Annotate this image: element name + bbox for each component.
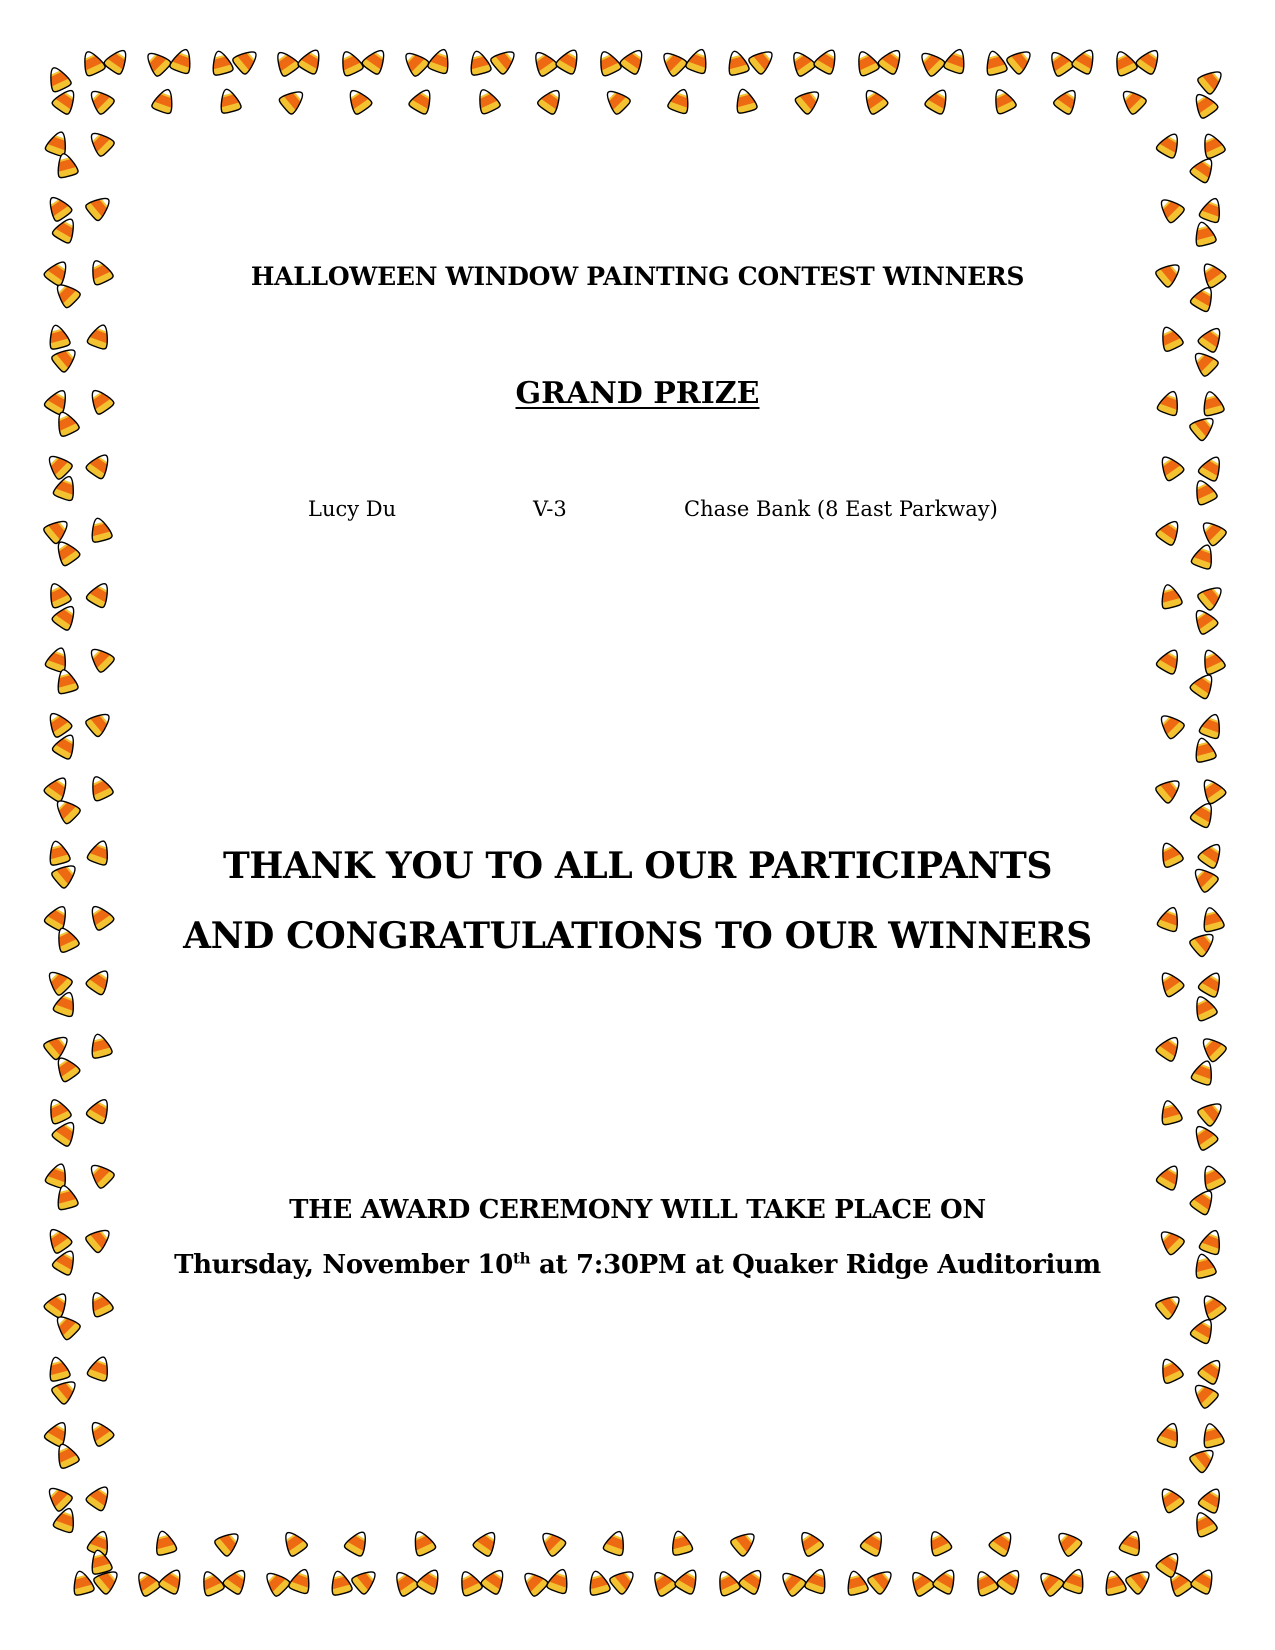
candy-corn-icon [1186,668,1221,703]
candy-corn-icon [1196,1161,1229,1195]
candy-corn-icon [405,84,439,119]
candy-corn-icon [583,1567,613,1598]
candy-corn-icon [1153,128,1187,163]
candy-corn-icon [1187,603,1222,638]
candy-corn-icon [464,47,494,78]
candy-corn-icon [664,85,695,118]
candy-corn-icon [1153,192,1188,227]
candy-corn-icon [341,83,376,118]
candy-corn-icon [40,1029,75,1064]
candy-corn-icon [1195,773,1230,808]
candy-corn-icon [682,45,713,78]
candy-corn-icon [1196,645,1229,679]
candy-corn-icon [985,1525,1020,1560]
candy-corn-icon [82,1480,117,1515]
candy-corn-icon [1154,1419,1185,1452]
candy-corn-icon [606,1563,641,1598]
candy-corn-icon [993,1563,1028,1598]
candy-corn-icon [82,706,117,741]
candy-corn-icon [929,1564,963,1599]
winner-location: Chase Bank (8 East Parkway) [684,497,998,521]
candy-corn-icon [1153,1482,1188,1517]
ceremony-announcement: THE AWARD CEREMONY WILL TAKE PLACE ON [289,1195,986,1225]
candy-corn-icon [1153,966,1188,1001]
candy-corn-icon [535,1525,570,1560]
candy-corn-icon [219,1563,254,1598]
winner-name: Lucy Du [308,497,397,521]
candy-corn-icon [600,1527,631,1560]
candy-corn-icon [84,1287,117,1321]
candy-corn-icon [148,85,179,118]
candy-corn-icon [277,1525,312,1560]
candy-corn-icon [84,1352,115,1385]
candy-corn-icon [259,1565,294,1600]
candy-corn-icon [543,1565,574,1598]
candy-corn-icon [83,641,118,676]
candy-corn-icon [1051,1525,1086,1560]
candy-corn-icon [1196,194,1227,227]
winner-grade: V-3 [533,497,567,521]
candy-corn-icon [1194,321,1229,356]
candy-corn-icon [100,43,135,78]
candy-corn-icon [166,45,197,78]
candy-corn-icon [745,43,780,78]
candy-corn-icon [40,771,75,806]
candy-corn-icon [1195,1289,1230,1324]
candy-corn-icon [1186,410,1221,445]
candy-corn-icon [1115,83,1150,118]
candy-corn-icon [1197,1420,1227,1451]
candy-corn-icon [1187,1119,1222,1154]
candy-corn-icon [1186,152,1221,187]
date-ordinal-suffix: th [512,1249,531,1268]
candy-corn-icon [1196,129,1229,163]
candy-corn-icon [1033,1565,1068,1600]
candy-corn-icon [285,1565,316,1598]
candy-corn-icon [42,1159,73,1192]
candy-corn-icon [82,964,117,999]
candy-corn-icon [84,320,115,353]
candy-corn-icon [83,1157,118,1192]
candy-corn-icon [398,45,433,80]
candy-corn-icon [727,1525,762,1560]
candy-corn-icon [735,1563,770,1598]
candy-corn-icon [1154,1354,1187,1388]
candy-corn-icon [656,45,691,80]
candy-corn-icon [666,1527,696,1558]
candy-corn-icon [1195,515,1230,550]
candy-corn-icon [534,83,569,118]
candy-corn-icon [987,84,1020,118]
candy-corn-icon [791,83,826,118]
thanks-participants-line: THANK YOU TO ALL OUR PARTICIPANTS [222,845,1053,887]
candy-corn-icon [1068,44,1102,79]
candy-corn-icon [1186,1442,1221,1477]
grand-prize-heading: GRAND PRIZE [515,376,760,411]
candy-corn-icon [1194,1095,1229,1130]
candy-corn-icon [82,448,117,483]
candy-corn-icon [671,1564,705,1599]
candy-corn-icon [1152,1030,1187,1065]
candy-corn-icon [864,1563,899,1598]
congratulations-winners-line: AND CONGRATULATIONS TO OUR WINNERS [183,915,1092,957]
candy-corn-icon [1187,1564,1221,1599]
candy-corn-icon [42,643,73,676]
candy-corn-icon [41,1416,75,1451]
candy-corn-icon [84,771,117,805]
candy-corn-icon [810,44,844,79]
candy-corn-icon [214,85,244,116]
candy-corn-icon [1152,1288,1187,1323]
candy-corn-icon [50,988,81,1021]
candy-corn-icon [1050,83,1085,118]
candy-corn-icon [275,83,310,118]
candy-corn-icon [211,1525,246,1560]
candy-corn-icon [82,190,117,225]
candy-corn-icon [1155,581,1185,612]
candy-corn-icon [921,84,955,119]
candy-corn-icon [1187,87,1222,122]
candy-corn-icon [914,45,949,80]
candy-corn-icon [1153,708,1188,743]
candy-corn-icon [348,1563,383,1598]
candy-corn-icon [1059,1565,1090,1598]
candy-corn-icon [50,1504,81,1537]
candy-corn-icon [1195,1483,1229,1518]
candy-corn-icon [1122,1563,1157,1598]
candy-corn-icon [40,1287,75,1322]
candy-corn-icon [1099,1567,1129,1598]
candy-corn-icon [83,577,117,612]
candy-corn-icon [1153,644,1187,679]
candy-corn-icon [1194,63,1229,98]
contest-title: HALLOWEEN WINDOW PAINTING CONTEST WINNERS [250,262,1025,291]
candy-corn-icon [793,1525,828,1560]
candy-corn-icon [841,1567,871,1598]
candy-corn-icon [85,1030,115,1061]
candy-corn-icon [341,1526,375,1561]
candy-corn-icon [83,1415,118,1450]
candy-corn-icon [1195,451,1229,486]
candy-corn-icon [1195,967,1229,1002]
candy-corn-icon [83,125,118,160]
candy-corn-icon [1194,579,1229,614]
candy-corn-icon [775,1565,810,1600]
candy-corn-icon [1153,450,1188,485]
candy-corn-icon [1195,1031,1230,1066]
candy-corn-icon [1154,322,1187,356]
candy-corn-icon [1153,1160,1187,1195]
candy-corn-icon [1003,43,1038,78]
candy-corn-icon [150,1527,180,1558]
candy-corn-icon [722,47,752,78]
candy-corn-icon [857,83,892,118]
candy-corn-icon [155,1564,189,1599]
candy-corn-icon [552,44,586,79]
candy-corn-icon [874,43,909,78]
candy-corn-icon [294,44,328,79]
candy-corn-icon [599,83,634,118]
candy-corn-icon [1132,43,1167,78]
candy-corn-icon [413,1564,447,1599]
candy-corn-icon [1152,514,1187,549]
candy-corn-icon [325,1567,355,1598]
candy-corn-icon [206,47,236,78]
candy-corn-icon [471,84,504,118]
candy-corn-icon [229,43,264,78]
candy-corn-icon [140,45,175,80]
candy-corn-icon [487,43,522,78]
ceremony-date-location [0,1250,1275,1280]
candy-corn-icon [469,1525,504,1560]
candy-corn-icon [616,43,651,78]
candy-corn-icon [730,85,760,116]
ceremony-date: Thursday, November 10 [174,1250,513,1280]
candy-corn-icon [407,1526,440,1560]
candy-corn-icon [923,1526,956,1560]
candy-corn-icon [1152,772,1187,807]
candy-corn-icon [1194,1353,1229,1388]
candy-corn-icon [801,1565,832,1598]
ceremony-time-venue: at 7:30PM at Quaker Ridge Auditorium [530,1250,1101,1280]
candy-corn-icon [1196,710,1227,743]
candy-corn-icon [50,472,81,505]
candy-corn-icon [83,83,118,118]
candy-corn-icon [42,127,73,160]
candy-corn-icon [477,1563,512,1598]
candy-corn-icon [43,1353,73,1384]
candy-corn-icon [358,43,393,78]
candy-corn-icon [424,45,455,78]
candy-corn-icon [980,47,1010,78]
candy-corn-icon [40,513,75,548]
candy-corn-icon [1155,1097,1185,1128]
candy-corn-icon [857,1526,891,1561]
candy-corn-icon [1187,1377,1222,1412]
candy-corn-icon [940,45,971,78]
candy-corn-icon [43,321,73,352]
candy-corn-icon [85,514,115,545]
candy-corn-icon [1116,1527,1147,1560]
candy-corn-icon [517,1565,552,1600]
candy-corn-icon [83,1093,117,1128]
